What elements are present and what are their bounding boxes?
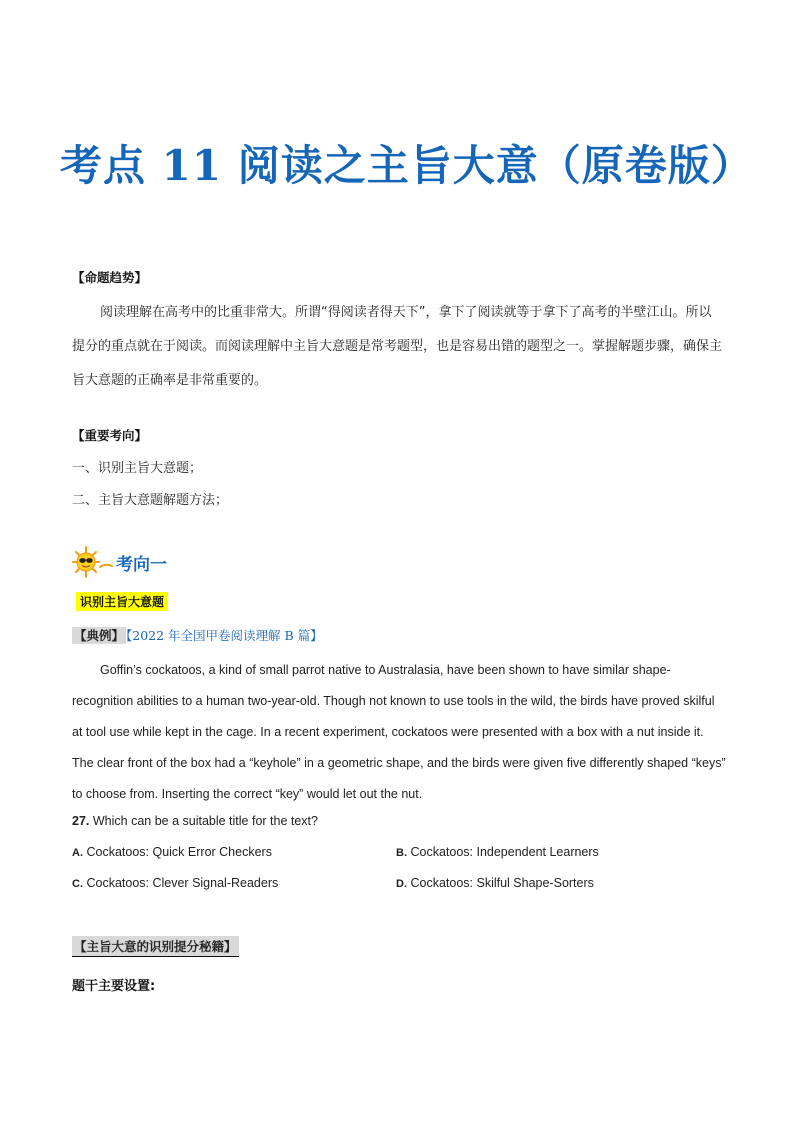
- section-heading: [70, 544, 167, 580]
- example-tag: 【典例】: [74, 628, 125, 643]
- option-a[interactable]: [72, 845, 272, 859]
- option-text: Cockatoos: Clever Signal-Readers: [83, 876, 279, 890]
- reading-passage: [72, 655, 728, 810]
- trend-label: 【命题趋势】: [72, 270, 148, 285]
- trend-paragraph: [72, 296, 724, 398]
- option-letter: A.: [72, 847, 83, 859]
- stem-label: 题干主要设置:: [72, 979, 156, 994]
- tips-label: 【主旨大意的识别提分秘籍】: [72, 936, 239, 957]
- direction-item-2: 二、主旨大意题解题方法；: [72, 493, 229, 508]
- option-c[interactable]: [72, 876, 278, 890]
- example-header: [72, 626, 323, 644]
- direction-item-1: 一、识别主旨大意题；: [72, 461, 203, 476]
- sun-sunglasses-icon: [70, 545, 114, 579]
- highlighted-subheading: 识别主旨大意题: [76, 592, 168, 611]
- trend-text: 阅读理解在高考中的比重非常大。所谓“得阅读者得天下”，拿下了阅读就等于拿下了高考的半壁江山。所以提分的重点就在于阅读。而阅读理解中主旨大意题是常考题型，也是容易出错的题型之一。掌握解题步骤，确保主旨大意题的正确率是非常重要的。: [72, 305, 723, 388]
- example-source: 【2022 年全国甲卷阅读理解 B 篇】: [126, 628, 323, 643]
- option-text: Cockatoos: Independent Learners: [407, 845, 599, 859]
- direction-heading: 考向一: [116, 554, 167, 575]
- option-b[interactable]: [396, 845, 599, 859]
- question-stem: [72, 814, 318, 828]
- question-text: Which can be a suitable title for the text?: [89, 814, 318, 828]
- page-title: 考点 11 阅读之主旨大意（原卷版）: [60, 141, 754, 190]
- option-letter: D.: [396, 878, 407, 890]
- option-letter: C.: [72, 878, 83, 890]
- option-letter: B.: [396, 847, 407, 859]
- option-text: Cockatoos: Quick Error Checkers: [83, 845, 272, 859]
- passage-text: Goffin’s cockatoos, a kind of small parrot native to Australasia, have been shown to have similar shape-recognition abilities to a human two-year-old. Though not known to use tools in the wild, the birds have proved skilful at tool use while kept in the cage. In a recent experiment, cockatoos were presented with a box with a nut inside it. The clear front of the box had a “keyhole” in a geometric shape, and the birds were given five differently shaped “keys” to choose from. Inserting the correct “key” would let out the nut.: [72, 663, 726, 801]
- option-text: Cockatoos: Skilful Shape-Sorters: [407, 876, 594, 890]
- question-number: 27.: [72, 814, 90, 828]
- directions-label: 【重要考向】: [72, 428, 148, 443]
- option-d[interactable]: [396, 876, 594, 890]
